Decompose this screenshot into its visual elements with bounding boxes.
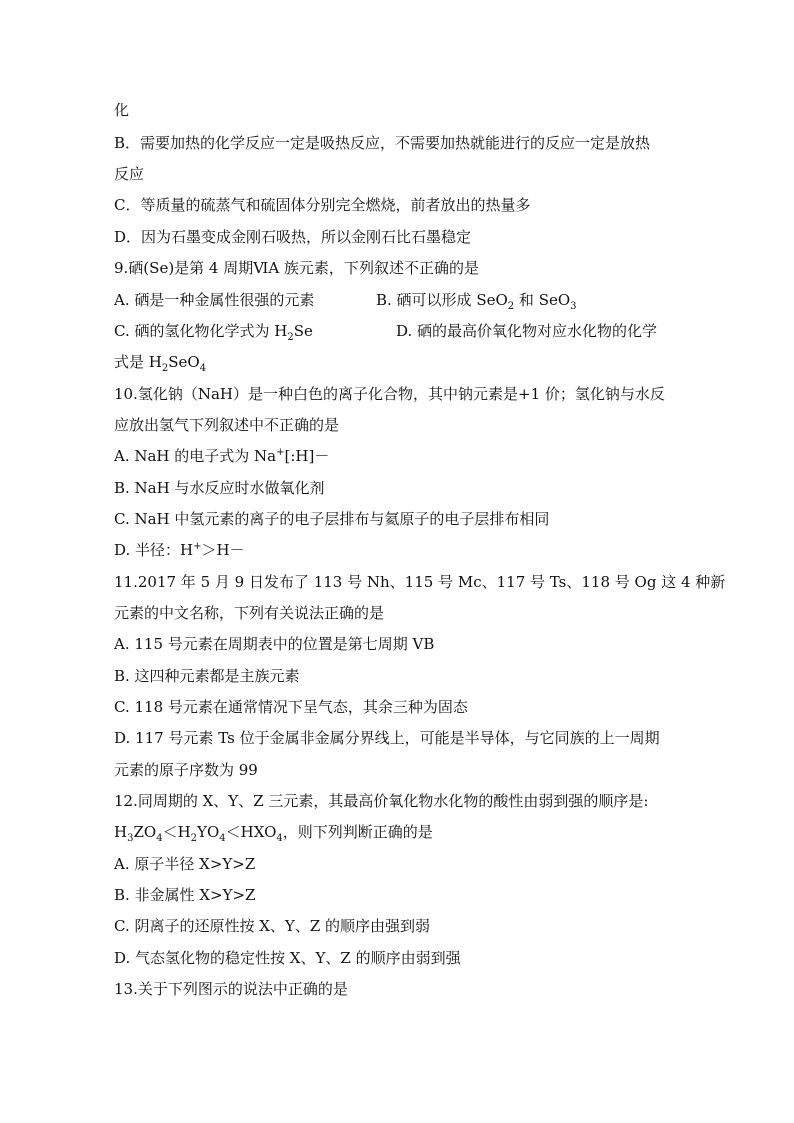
option-b-10: B. NaH 与水反应时水做氧化剂	[114, 479, 325, 497]
text-line: 式是 $H_2SeO_4$	[114, 353, 207, 374]
option-c-9: C. 硒的氢化物化学式为 $H_2Se$	[114, 322, 313, 343]
option-d-12: D. 气态氢化物的稳定性按 X、Y、Z 的顺序由弱到强	[114, 949, 461, 967]
options-row-9b	[114, 321, 658, 343]
option-c-11: C. 118 号元素在通常情况下呈气态，其余三种为固态	[114, 698, 468, 716]
option-b-11: B. 这四种元素都是主族元素	[114, 667, 300, 685]
text-line: 元素的中文名称，下列有关说法正确的是	[114, 604, 385, 622]
option-a-11: A. 115 号元素在周期表中的位置是第七周期 VB	[114, 635, 435, 653]
question-11: 11.2017 年 5 月 9 日发布了 113 号 Nh、115 号 Mc、117 号 Ts、118 号 Og 这 4 种新	[114, 573, 726, 591]
option-d-11: D. 117 号元素 Ts 位于金属非金属分界线上，可能是半导体，与它同族的上一周期	[114, 729, 660, 747]
option-c-8: C．等质量的硫蒸气和硫固体分别完全燃烧，前者放出的热量多	[114, 196, 531, 214]
option-d-8: D．因为石墨变成金刚石吸热，所以金刚石比石墨稳定	[114, 228, 472, 246]
option-a-9: A. 硒是一种金属性很强的元素	[114, 291, 315, 309]
option-d-10: D. 半径：H+＞H－	[114, 541, 245, 559]
text-line: 化	[114, 101, 130, 119]
text-line: 应放出氢气下列叙述中不正确的是	[114, 416, 340, 434]
option-a-10: A. NaH 的电子式为 Na+[:H]－	[114, 447, 330, 465]
options-row-9a	[114, 290, 577, 312]
option-b-9: B. 硒可以形成 SeO$_2$ 和 SeO$_3$	[376, 291, 577, 312]
question-13: 13.关于下列图示的说法中正确的是	[114, 980, 348, 998]
question-10: 10.氢化钠（NaH）是一种白色的离子化合物，其中钠元素是+1 价；氢化钠与水反	[114, 385, 665, 403]
question-12: 12.同周期的 X、Y、Z 三元素，其最高价氧化物水化物的酸性由弱到强的顺序是:	[114, 792, 649, 810]
question-9: 9.硒(Se)是第 4 周期ⅥA 族元素，下列叙述不正确的是	[114, 259, 479, 277]
option-a-12: A. 原子半径 X>Y>Z	[114, 855, 256, 873]
option-c-12: C. 阴离子的还原性按 X、Y、Z 的顺序由强到弱	[114, 917, 431, 935]
text-line: 元素的原子序数为 99	[114, 761, 258, 779]
option-d-9: D. 硒的最高价氧化物对应水化物的化学	[396, 322, 658, 340]
text-line: $H_3ZO_4<H_2YO_4<HXO_4$，则下列判断正确的是	[114, 823, 433, 844]
option-b-8: B．需要加热的化学反应一定是吸热反应，不需要加热就能进行的反应一定是放热	[114, 134, 651, 152]
option-b-12: B. 非金属性 X>Y>Z	[114, 886, 256, 904]
option-c-10: C. NaH 中氢元素的离子的电子层排布与氦原子的电子层排布相同	[114, 510, 550, 528]
text-line: 反应	[114, 165, 145, 183]
